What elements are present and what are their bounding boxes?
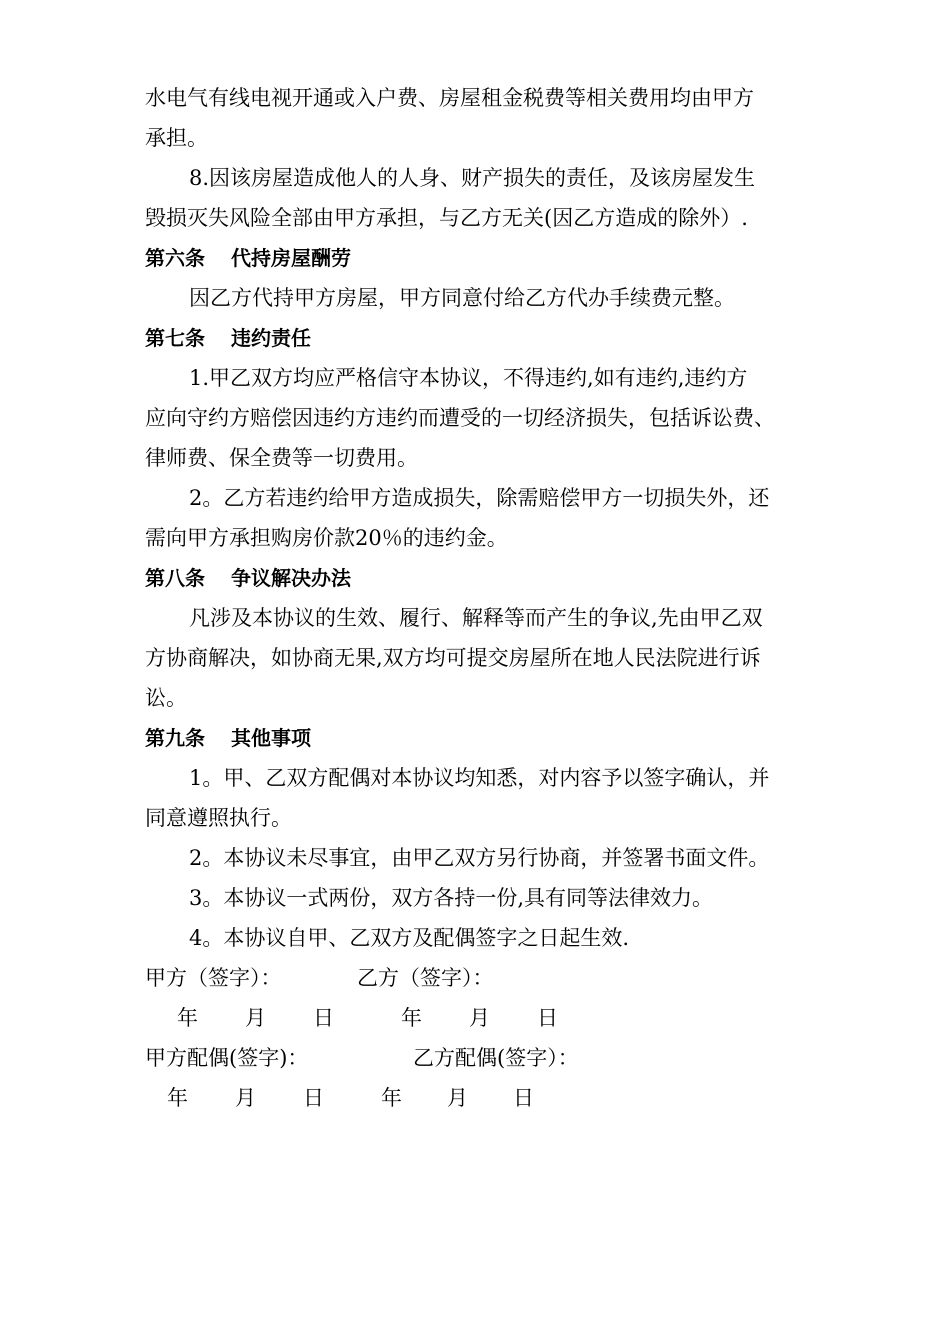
paragraph-line: 3。本协议一式两份，双方各持一份,具有同等法律效力。 — [189, 886, 714, 910]
paragraph-line: 律师费、保全费等一切费用。 — [145, 446, 418, 470]
paragraph-line: 1。甲、乙双方配偶对本协议均知悉，对内容予以签字确认，并 — [189, 766, 770, 790]
article-title: 违约责任 — [231, 326, 311, 350]
date-month: 月 — [447, 1086, 468, 1110]
article-number: 第九条 — [145, 726, 205, 750]
paragraph-line: 4。本协议自甲、乙双方及配偶签字之日起生效. — [189, 926, 630, 950]
date-month: 月 — [245, 1006, 266, 1030]
article-heading-6 — [145, 238, 815, 278]
paragraph-line: 2。乙方若违约给甲方造成损失，除需赔偿甲方一切损失外，还 — [189, 486, 770, 510]
article-number: 第六条 — [145, 246, 205, 270]
document-page — [145, 78, 815, 1118]
article-number: 第八条 — [145, 566, 205, 590]
paragraph-line: 1.甲乙双方均应严格信守本协议，不得违约,如有违约,违约方 — [189, 366, 748, 390]
paragraph-line: 8.因该房屋造成他人的人身、财产损失的责任，及该房屋发生 — [189, 166, 756, 190]
article-title: 其他事项 — [231, 726, 311, 750]
paragraph-line: 同意遵照执行。 — [145, 806, 292, 830]
signature-row-spouses — [145, 1038, 815, 1078]
paragraph-line: 应向守约方赔偿因违约方违约而遭受的一切经济损失，包括诉讼费、 — [145, 406, 775, 430]
paragraph-line: 水电气有线电视开通或入户费、房屋租金税费等相关费用均由甲方 — [145, 86, 754, 110]
date-month: 月 — [469, 1006, 490, 1030]
article-number: 第七条 — [145, 326, 205, 350]
article-title: 代持房屋酬劳 — [231, 246, 351, 270]
date-year: 年 — [401, 1006, 422, 1030]
article-heading-7 — [145, 318, 815, 358]
paragraph-line: 承担。 — [145, 126, 208, 150]
date-year: 年 — [167, 1086, 188, 1110]
paragraph-line: 需向甲方承担购房价款20％的违约金。 — [145, 526, 508, 550]
article-title: 争议解决办法 — [231, 566, 351, 590]
spouse-a-signature-label: 甲方配偶(签字)： — [145, 1046, 309, 1070]
paragraph-line: 因乙方代持甲方房屋，甲方同意付给乙方代办手续费元整。 — [189, 286, 735, 310]
date-day: 日 — [513, 1086, 534, 1110]
date-day: 日 — [537, 1006, 558, 1030]
article-heading-9 — [145, 718, 815, 758]
signature-row-parties — [145, 958, 815, 998]
spouse-b-signature-label: 乙方配偶(签字）： — [413, 1046, 579, 1070]
paragraph-line: 毁损灭失风险全部由甲方承担，与乙方无关(因乙方造成的除外）. — [145, 206, 748, 230]
date-day: 日 — [303, 1086, 324, 1110]
paragraph-line: 2。本协议未尽事宜，由甲乙双方另行协商，并签署书面文件。 — [189, 846, 770, 870]
paragraph-line: 方协商解决，如协商无果,双方均可提交房屋所在地人民法院进行诉 — [145, 646, 761, 670]
date-day: 日 — [313, 1006, 334, 1030]
party-a-signature-label: 甲方（签字）： — [145, 966, 282, 990]
paragraph-line: 讼。 — [145, 686, 187, 710]
article-heading-8 — [145, 558, 815, 598]
date-row-parties — [145, 998, 815, 1038]
date-row-spouses — [145, 1078, 815, 1118]
date-year: 年 — [381, 1086, 402, 1110]
party-b-signature-label: 乙方（签字）： — [357, 966, 494, 990]
date-year: 年 — [177, 1006, 198, 1030]
date-month: 月 — [235, 1086, 256, 1110]
paragraph-line: 凡涉及本协议的生效、履行、解释等而产生的争议,先由甲乙双 — [189, 606, 763, 630]
